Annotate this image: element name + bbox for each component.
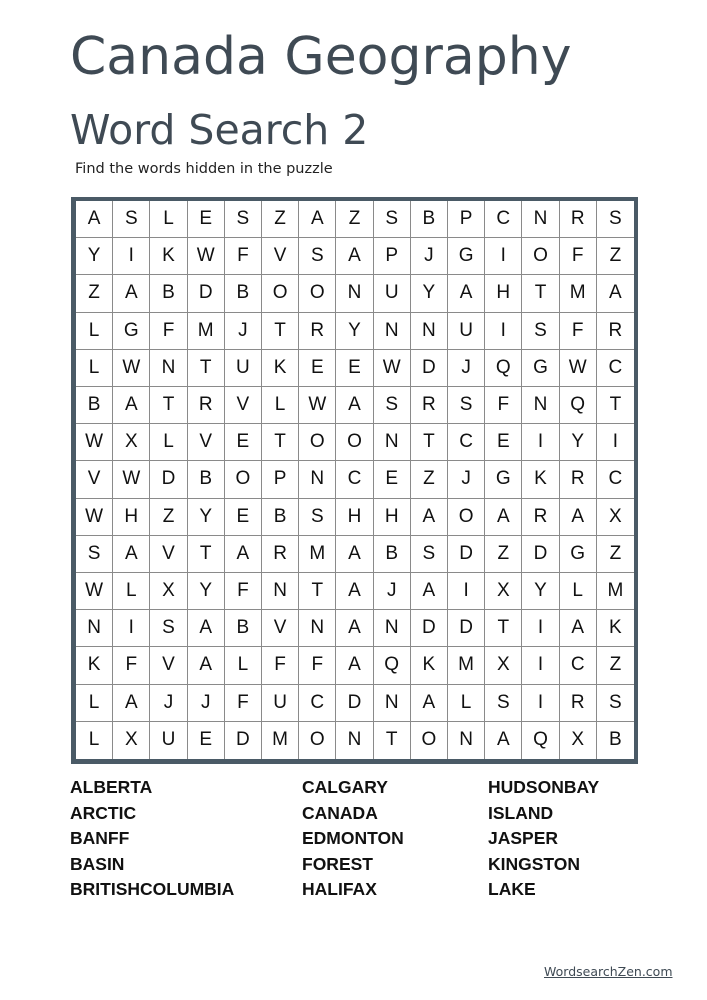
grid-cell[interactable]: I bbox=[522, 647, 559, 684]
grid-cell[interactable]: A bbox=[113, 536, 150, 573]
grid-cell[interactable]: T bbox=[262, 313, 299, 350]
grid-cell[interactable]: A bbox=[336, 536, 373, 573]
grid-cell[interactable]: Y bbox=[411, 275, 448, 312]
grid-cell[interactable]: T bbox=[374, 722, 411, 759]
grid-cell[interactable]: I bbox=[522, 685, 559, 722]
grid-cell[interactable]: X bbox=[113, 424, 150, 461]
grid-cell[interactable]: W bbox=[374, 350, 411, 387]
grid-cell[interactable]: C bbox=[336, 461, 373, 498]
word-item: FOREST bbox=[302, 853, 373, 874]
grid-cell[interactable]: R bbox=[560, 685, 597, 722]
grid-cell[interactable]: W bbox=[76, 573, 113, 610]
grid-cell[interactable]: Q bbox=[560, 387, 597, 424]
grid-cell[interactable]: D bbox=[188, 275, 225, 312]
grid-cell[interactable]: A bbox=[113, 387, 150, 424]
word-item: ISLAND bbox=[488, 802, 554, 823]
grid-cell[interactable]: D bbox=[411, 350, 448, 387]
grid-cell[interactable]: B bbox=[188, 461, 225, 498]
grid-cell[interactable]: E bbox=[374, 461, 411, 498]
grid-cell[interactable]: E bbox=[225, 499, 262, 536]
grid-cell[interactable]: L bbox=[76, 722, 113, 759]
grid-cell[interactable]: J bbox=[411, 238, 448, 275]
grid-cell[interactable]: U bbox=[262, 685, 299, 722]
grid-cell[interactable]: L bbox=[150, 424, 187, 461]
grid-cell[interactable]: B bbox=[225, 275, 262, 312]
grid-cell[interactable]: W bbox=[299, 387, 336, 424]
grid-cell[interactable]: F bbox=[225, 238, 262, 275]
grid-cell[interactable]: K bbox=[522, 461, 559, 498]
grid-cell[interactable]: D bbox=[150, 461, 187, 498]
grid-cell[interactable]: O bbox=[411, 722, 448, 759]
grid-cell[interactable]: T bbox=[188, 350, 225, 387]
grid-cell[interactable]: J bbox=[150, 685, 187, 722]
grid-cell[interactable]: Q bbox=[522, 722, 559, 759]
puzzle-grid bbox=[76, 201, 634, 759]
grid-cell[interactable]: W bbox=[76, 499, 113, 536]
word-item: LAKE bbox=[488, 879, 536, 899]
word-item: BANFF bbox=[70, 828, 130, 848]
grid-cell[interactable]: E bbox=[225, 424, 262, 461]
grid-cell[interactable]: S bbox=[485, 685, 522, 722]
grid-cell[interactable]: R bbox=[262, 536, 299, 573]
grid-cell[interactable]: X bbox=[485, 647, 522, 684]
grid-cell[interactable]: X bbox=[560, 722, 597, 759]
grid-cell[interactable]: N bbox=[76, 610, 113, 647]
grid-cell[interactable]: Z bbox=[411, 461, 448, 498]
grid-cell[interactable]: B bbox=[150, 275, 187, 312]
grid-cell[interactable]: N bbox=[150, 350, 187, 387]
grid-cell[interactable]: B bbox=[411, 201, 448, 238]
word-list-column-3 bbox=[488, 775, 599, 903]
grid-cell[interactable]: A bbox=[76, 201, 113, 238]
grid-cell[interactable]: P bbox=[448, 201, 485, 238]
grid-cell[interactable]: J bbox=[188, 685, 225, 722]
grid-cell[interactable]: N bbox=[448, 722, 485, 759]
grid-cell[interactable]: E bbox=[336, 350, 373, 387]
grid-cell[interactable]: N bbox=[522, 201, 559, 238]
grid-cell[interactable]: K bbox=[76, 647, 113, 684]
grid-cell[interactable]: O bbox=[336, 424, 373, 461]
grid-cell[interactable]: S bbox=[225, 201, 262, 238]
grid-cell[interactable]: Z bbox=[150, 499, 187, 536]
grid-cell[interactable]: P bbox=[262, 461, 299, 498]
grid-cell[interactable]: X bbox=[150, 573, 187, 610]
grid-cell[interactable]: Z bbox=[262, 201, 299, 238]
grid-cell[interactable]: A bbox=[225, 536, 262, 573]
grid-cell[interactable]: A bbox=[560, 610, 597, 647]
grid-cell[interactable]: T bbox=[597, 387, 634, 424]
website-link[interactable]: WordsearchZen.com bbox=[544, 964, 673, 979]
grid-cell[interactable]: I bbox=[113, 610, 150, 647]
grid-cell[interactable]: T bbox=[485, 610, 522, 647]
grid-cell[interactable]: I bbox=[485, 313, 522, 350]
grid-cell[interactable]: A bbox=[485, 499, 522, 536]
grid-cell[interactable]: L bbox=[448, 685, 485, 722]
grid-cell[interactable]: M bbox=[262, 722, 299, 759]
instructions-text: Find the words hidden in the puzzle bbox=[75, 161, 333, 177]
grid-cell[interactable]: T bbox=[299, 573, 336, 610]
grid-cell[interactable]: S bbox=[299, 238, 336, 275]
grid-cell[interactable]: M bbox=[560, 275, 597, 312]
grid-cell[interactable]: V bbox=[262, 238, 299, 275]
word-item: JASPER bbox=[488, 828, 559, 848]
word-item: ALBERTA bbox=[70, 777, 153, 797]
grid-cell[interactable]: H bbox=[374, 499, 411, 536]
grid-cell[interactable]: S bbox=[597, 685, 634, 722]
grid-cell[interactable]: Y bbox=[336, 313, 373, 350]
grid-cell[interactable]: A bbox=[597, 275, 634, 312]
grid-cell[interactable]: U bbox=[448, 313, 485, 350]
grid-cell[interactable]: Y bbox=[188, 573, 225, 610]
grid-cell[interactable]: O bbox=[448, 499, 485, 536]
grid-cell[interactable]: N bbox=[299, 610, 336, 647]
grid-cell[interactable]: G bbox=[522, 350, 559, 387]
grid-cell[interactable]: C bbox=[448, 424, 485, 461]
word-item: HALIFAX bbox=[302, 879, 377, 899]
grid-cell[interactable]: L bbox=[76, 685, 113, 722]
grid-cell[interactable]: A bbox=[299, 201, 336, 238]
grid-cell[interactable]: F bbox=[299, 647, 336, 684]
grid-cell[interactable]: Q bbox=[374, 647, 411, 684]
grid-cell[interactable]: N bbox=[336, 275, 373, 312]
grid-cell[interactable]: N bbox=[299, 461, 336, 498]
word-item: KINGSTON bbox=[488, 853, 581, 874]
grid-cell[interactable]: N bbox=[374, 424, 411, 461]
grid-cell[interactable]: U bbox=[150, 722, 187, 759]
word-item: EDMONTON bbox=[302, 828, 404, 848]
grid-cell[interactable]: S bbox=[374, 387, 411, 424]
grid-cell[interactable]: S bbox=[411, 536, 448, 573]
grid-cell[interactable]: H bbox=[485, 275, 522, 312]
grid-cell[interactable]: L bbox=[560, 573, 597, 610]
grid-cell[interactable]: W bbox=[560, 350, 597, 387]
grid-cell[interactable]: T bbox=[522, 275, 559, 312]
grid-cell[interactable]: O bbox=[299, 722, 336, 759]
grid-cell[interactable]: Q bbox=[485, 350, 522, 387]
grid-cell[interactable]: A bbox=[113, 685, 150, 722]
grid-cell[interactable]: K bbox=[150, 238, 187, 275]
grid-cell[interactable]: Z bbox=[485, 536, 522, 573]
grid-cell[interactable]: Z bbox=[597, 238, 634, 275]
grid-cell[interactable]: S bbox=[448, 387, 485, 424]
grid-cell[interactable]: C bbox=[597, 461, 634, 498]
word-item: CANADA bbox=[302, 802, 378, 823]
grid-cell[interactable]: A bbox=[336, 610, 373, 647]
grid-cell[interactable]: E bbox=[188, 722, 225, 759]
grid-cell[interactable]: C bbox=[485, 201, 522, 238]
grid-cell[interactable]: L bbox=[150, 201, 187, 238]
grid-cell[interactable]: O bbox=[299, 275, 336, 312]
grid-cell[interactable]: V bbox=[76, 461, 113, 498]
grid-cell[interactable]: J bbox=[374, 573, 411, 610]
grid-cell[interactable]: L bbox=[76, 350, 113, 387]
grid-cell[interactable]: A bbox=[560, 499, 597, 536]
grid-cell[interactable]: X bbox=[485, 573, 522, 610]
word-item: BRITISHCOLUMBIA bbox=[70, 879, 235, 899]
grid-cell[interactable]: N bbox=[336, 722, 373, 759]
grid-cell[interactable]: R bbox=[411, 387, 448, 424]
grid-cell[interactable]: A bbox=[448, 275, 485, 312]
grid-cell[interactable]: A bbox=[411, 573, 448, 610]
grid-cell[interactable]: S bbox=[150, 610, 187, 647]
grid-cell[interactable]: F bbox=[560, 313, 597, 350]
grid-cell[interactable]: V bbox=[150, 647, 187, 684]
grid-cell[interactable]: O bbox=[225, 461, 262, 498]
grid-cell[interactable]: N bbox=[262, 573, 299, 610]
grid-cell[interactable]: A bbox=[411, 499, 448, 536]
grid-cell[interactable]: S bbox=[76, 536, 113, 573]
grid-cell[interactable]: F bbox=[262, 647, 299, 684]
grid-cell[interactable]: X bbox=[113, 722, 150, 759]
grid-cell[interactable]: E bbox=[188, 201, 225, 238]
grid-cell[interactable]: T bbox=[188, 536, 225, 573]
grid-cell[interactable]: A bbox=[336, 238, 373, 275]
grid-cell[interactable]: B bbox=[262, 499, 299, 536]
grid-cell[interactable]: D bbox=[448, 536, 485, 573]
grid-cell[interactable]: P bbox=[374, 238, 411, 275]
grid-cell[interactable]: I bbox=[522, 610, 559, 647]
grid-cell[interactable]: C bbox=[299, 685, 336, 722]
grid-cell[interactable]: N bbox=[522, 387, 559, 424]
grid-cell[interactable]: U bbox=[374, 275, 411, 312]
grid-cell[interactable]: C bbox=[560, 647, 597, 684]
grid-cell[interactable]: W bbox=[113, 461, 150, 498]
grid-cell[interactable]: D bbox=[225, 722, 262, 759]
grid-cell[interactable]: D bbox=[448, 610, 485, 647]
grid-cell[interactable]: H bbox=[336, 499, 373, 536]
grid-cell[interactable]: E bbox=[485, 424, 522, 461]
grid-cell[interactable]: F bbox=[225, 573, 262, 610]
grid-cell[interactable]: V bbox=[262, 610, 299, 647]
grid-cell[interactable]: G bbox=[113, 313, 150, 350]
grid-cell[interactable]: G bbox=[448, 238, 485, 275]
word-list-column-2 bbox=[302, 775, 404, 903]
page-title: Canada Geography bbox=[70, 27, 572, 87]
grid-cell[interactable]: G bbox=[485, 461, 522, 498]
grid-cell[interactable]: I bbox=[113, 238, 150, 275]
grid-cell[interactable]: O bbox=[262, 275, 299, 312]
grid-cell[interactable]: G bbox=[560, 536, 597, 573]
grid-cell[interactable]: R bbox=[560, 201, 597, 238]
grid-cell[interactable]: N bbox=[374, 610, 411, 647]
grid-cell[interactable]: M bbox=[188, 313, 225, 350]
grid-cell[interactable]: Z bbox=[76, 275, 113, 312]
grid-cell[interactable]: L bbox=[76, 313, 113, 350]
grid-cell[interactable]: R bbox=[560, 461, 597, 498]
puzzle-grid-frame bbox=[71, 197, 638, 764]
grid-cell[interactable]: O bbox=[522, 238, 559, 275]
grid-cell[interactable]: I bbox=[448, 573, 485, 610]
grid-cell[interactable]: D bbox=[411, 610, 448, 647]
grid-cell[interactable]: V bbox=[225, 387, 262, 424]
grid-cell[interactable]: L bbox=[225, 647, 262, 684]
grid-cell[interactable]: F bbox=[560, 238, 597, 275]
grid-cell[interactable]: T bbox=[262, 424, 299, 461]
word-item: CALGARY bbox=[302, 777, 388, 797]
grid-cell[interactable]: R bbox=[522, 499, 559, 536]
page-subtitle-title: Word Search 2 bbox=[70, 106, 369, 154]
grid-cell[interactable]: Y bbox=[560, 424, 597, 461]
grid-cell[interactable]: N bbox=[411, 313, 448, 350]
grid-cell[interactable]: Z bbox=[336, 201, 373, 238]
grid-cell[interactable]: Z bbox=[597, 647, 634, 684]
grid-cell[interactable]: R bbox=[299, 313, 336, 350]
grid-cell[interactable]: M bbox=[448, 647, 485, 684]
grid-cell[interactable]: Z bbox=[597, 536, 634, 573]
grid-cell[interactable]: B bbox=[76, 387, 113, 424]
word-list-column-1 bbox=[70, 775, 234, 903]
grid-cell[interactable]: J bbox=[225, 313, 262, 350]
grid-cell[interactable]: A bbox=[485, 722, 522, 759]
grid-cell[interactable]: B bbox=[225, 610, 262, 647]
word-item: HUDSONBAY bbox=[488, 777, 600, 797]
grid-cell[interactable]: J bbox=[448, 350, 485, 387]
grid-cell[interactable]: E bbox=[299, 350, 336, 387]
grid-cell[interactable]: A bbox=[336, 387, 373, 424]
grid-cell[interactable]: M bbox=[299, 536, 336, 573]
grid-cell[interactable]: D bbox=[522, 536, 559, 573]
grid-cell[interactable]: A bbox=[188, 647, 225, 684]
grid-cell[interactable]: K bbox=[411, 647, 448, 684]
grid-cell[interactable]: S bbox=[597, 201, 634, 238]
grid-cell[interactable]: H bbox=[113, 499, 150, 536]
grid-cell[interactable]: W bbox=[188, 238, 225, 275]
grid-cell[interactable]: K bbox=[262, 350, 299, 387]
grid-cell[interactable]: S bbox=[299, 499, 336, 536]
grid-cell[interactable]: X bbox=[597, 499, 634, 536]
grid-cell[interactable]: K bbox=[597, 610, 634, 647]
grid-cell[interactable]: T bbox=[150, 387, 187, 424]
grid-cell[interactable]: I bbox=[522, 424, 559, 461]
grid-cell[interactable]: D bbox=[336, 685, 373, 722]
grid-cell[interactable]: F bbox=[113, 647, 150, 684]
grid-cell[interactable]: F bbox=[150, 313, 187, 350]
grid-cell[interactable]: S bbox=[113, 201, 150, 238]
grid-cell[interactable]: A bbox=[113, 275, 150, 312]
grid-cell[interactable]: B bbox=[374, 536, 411, 573]
grid-cell[interactable]: F bbox=[485, 387, 522, 424]
grid-cell[interactable]: M bbox=[597, 573, 634, 610]
grid-cell[interactable]: F bbox=[225, 685, 262, 722]
grid-cell[interactable]: I bbox=[485, 238, 522, 275]
grid-cell[interactable]: W bbox=[76, 424, 113, 461]
grid-cell[interactable]: I bbox=[597, 424, 634, 461]
grid-cell[interactable]: N bbox=[374, 313, 411, 350]
grid-cell[interactable]: R bbox=[188, 387, 225, 424]
grid-cell[interactable]: W bbox=[113, 350, 150, 387]
grid-cell[interactable]: N bbox=[374, 685, 411, 722]
grid-cell[interactable]: Y bbox=[188, 499, 225, 536]
word-item: ARCTIC bbox=[70, 802, 137, 823]
grid-cell[interactable]: R bbox=[597, 313, 634, 350]
grid-cell[interactable]: O bbox=[299, 424, 336, 461]
grid-cell[interactable]: J bbox=[448, 461, 485, 498]
word-item: BASIN bbox=[70, 853, 125, 874]
grid-cell[interactable]: C bbox=[597, 350, 634, 387]
grid-cell[interactable]: A bbox=[336, 573, 373, 610]
grid-cell[interactable]: Y bbox=[76, 238, 113, 275]
grid-cell[interactable]: L bbox=[113, 573, 150, 610]
grid-cell[interactable]: B bbox=[609, 729, 622, 751]
grid-cell[interactable]: S bbox=[374, 201, 411, 238]
grid-cell[interactable]: S bbox=[522, 313, 559, 350]
grid-cell[interactable]: U bbox=[225, 350, 262, 387]
grid-cell[interactable]: T bbox=[411, 424, 448, 461]
grid-cell[interactable]: A bbox=[336, 647, 373, 684]
grid-cell[interactable]: V bbox=[150, 536, 187, 573]
grid-cell[interactable]: V bbox=[188, 424, 225, 461]
grid-cell[interactable]: L bbox=[262, 387, 299, 424]
grid-cell[interactable]: A bbox=[188, 610, 225, 647]
grid-cell[interactable]: Y bbox=[522, 573, 559, 610]
grid-cell[interactable]: A bbox=[411, 685, 448, 722]
